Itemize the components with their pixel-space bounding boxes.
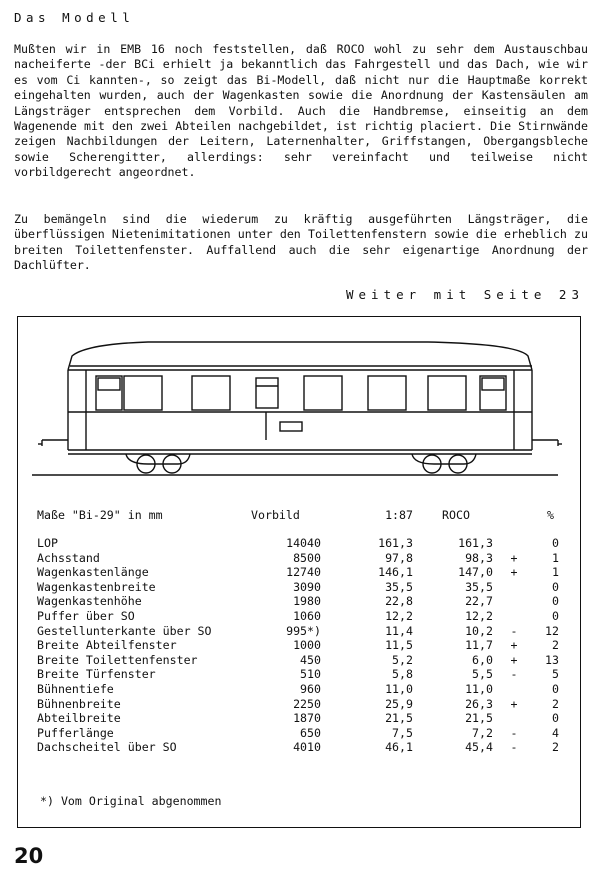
row-name: Dachscheitel über SO: [37, 740, 177, 755]
table-row: [37, 580, 565, 595]
row-scale: 22,8: [385, 594, 413, 609]
row-percent: 1: [552, 550, 559, 565]
row-model: 26,3: [465, 696, 493, 711]
row-model: 35,5: [465, 579, 493, 594]
row-model: 5,5: [472, 667, 493, 682]
row-name: Breite Toilettenfenster: [37, 652, 198, 667]
row-original: 1980: [293, 594, 321, 609]
row-sign: -: [510, 623, 518, 638]
row-percent: 5: [552, 667, 559, 682]
row-name: Gestellunterkante über SO: [37, 623, 212, 638]
row-name: Puffer über SO: [37, 608, 135, 623]
row-scale: 161,3: [378, 536, 413, 550]
table-row: [37, 624, 565, 639]
row-original: 1060: [293, 608, 321, 623]
row-original: 2250: [293, 696, 321, 711]
row-name: Wagenkastenhöhe: [37, 594, 142, 609]
row-name: Achsstand: [37, 550, 100, 565]
row-model: 12,2: [465, 608, 493, 623]
row-percent: 2: [552, 696, 559, 711]
table-row: [37, 653, 565, 668]
row-original: 510: [300, 667, 321, 682]
section-heading: Das Modell: [14, 10, 135, 25]
table-row: [37, 711, 565, 726]
row-scale: 11,4: [385, 623, 413, 638]
row-original: 650: [300, 725, 321, 740]
row-model: 11,0: [465, 681, 493, 696]
row-original: 1000: [293, 638, 321, 653]
row-percent: 0: [552, 536, 559, 550]
row-name: Wagenkastenlänge: [37, 565, 149, 580]
row-sign: +: [510, 565, 518, 580]
row-name: Wagenkastenbreite: [37, 579, 156, 594]
continuation-note: Weiter mit Seite 23: [346, 287, 584, 302]
row-percent: 0: [552, 579, 559, 594]
row-original: 1870: [293, 711, 321, 726]
row-model: 45,4: [465, 740, 493, 755]
row-name: Breite Türfenster: [37, 667, 156, 682]
row-name: Abteilbreite: [37, 711, 121, 726]
table-header: [37, 508, 565, 526]
row-original: 960: [300, 681, 321, 696]
table-row: [37, 726, 565, 741]
header-percent: %: [547, 508, 554, 522]
row-scale: 146,1: [378, 565, 413, 580]
table-row: [37, 697, 565, 712]
footnote: *) Vom Original abgenommen: [40, 794, 222, 808]
row-original: 14040: [286, 536, 321, 550]
row-percent: 12: [545, 623, 559, 638]
wagon-drawing: [28, 330, 562, 490]
header-original: Vorbild: [251, 508, 300, 522]
row-model: 147,0: [458, 565, 493, 580]
row-original: 8500: [293, 550, 321, 565]
header-scale: 1:87: [385, 508, 413, 522]
table-row: [37, 667, 565, 682]
table-row: [37, 536, 565, 551]
row-scale: 5,2: [392, 652, 413, 667]
table-row: [37, 594, 565, 609]
dimensions-table: [37, 508, 565, 755]
row-scale: 11,5: [385, 638, 413, 653]
row-model: 161,3: [458, 536, 493, 550]
table-row: [37, 609, 565, 624]
row-percent: 0: [552, 594, 559, 609]
row-original: 995*): [286, 623, 321, 638]
table-row: [37, 682, 565, 697]
table-row: [37, 638, 565, 653]
paragraph-1: Mußten wir in EMB 16 noch feststellen, daß ROCO wohl zu sehr dem Austauschbau nacheiferte -der BCi erhielt ja bekanntlich das Fahrgestell und das Dach, wie wir es vom Ci kannten-, so zeigt das Bi-Modell, daß nicht nur die Hauptmaße korrekt eingehalten wurden, auch der Wagenkasten sowie die Anordnung der Kastensäulen am Längsträger entsprechen dem Vorbild. Auch die Handbremse, einseitig an dem Wagenende mit den zwei Abteilen nachgebildet, ist richtig placiert. Die Stirnwände zeigen Nachbildungen der Leitern, Laternenhalter, Griffstangen, Obergangsbleche sowie Scherengitter, allerdings: sehr vereinfacht und teilweise nicht vorbildgerecht angeordnet.: [14, 42, 588, 180]
row-percent: 1: [552, 565, 559, 580]
row-model: 10,2: [465, 623, 493, 638]
header-name: Maße "Bi-29" in mm: [37, 508, 163, 522]
row-scale: 21,5: [385, 711, 413, 726]
row-percent: 13: [545, 652, 559, 667]
row-sign: -: [510, 667, 518, 682]
row-scale: 5,8: [392, 667, 413, 682]
row-original: 4010: [293, 740, 321, 755]
row-name: Bühnentiefe: [37, 681, 114, 696]
table-row: [37, 551, 565, 566]
row-sign: +: [510, 550, 518, 565]
row-name: Bühnenbreite: [37, 696, 121, 711]
row-scale: 12,2: [385, 608, 413, 623]
row-sign: +: [510, 652, 518, 667]
page-number: 20: [14, 844, 44, 868]
header-model: ROCO: [442, 508, 470, 522]
row-scale: 46,1: [385, 740, 413, 755]
row-percent: 2: [552, 740, 559, 755]
row-sign: +: [510, 638, 518, 653]
row-model: 11,7: [465, 638, 493, 653]
row-sign: +: [510, 696, 518, 711]
row-name: Breite Abteilfenster: [37, 638, 177, 653]
paragraph-2: Zu bemängeln sind die wiederum zu kräftig ausgeführten Längsträger, die überflüssigen Nietenimitationen unter den Toilettenfenstern sowie die erheblich zu breiten Toilettenfenster. Auffallend auch die sehr eigenartige Anordnung der Dachlüfter.: [14, 212, 588, 273]
row-sign: -: [510, 740, 518, 755]
row-percent: 0: [552, 608, 559, 623]
row-model: 98,3: [465, 550, 493, 565]
row-scale: 97,8: [385, 550, 413, 565]
table-row: [37, 740, 565, 755]
row-model: 6,0: [472, 652, 493, 667]
row-original: 3090: [293, 579, 321, 594]
row-model: 7,2: [472, 725, 493, 740]
row-name: LOP: [37, 536, 58, 550]
row-percent: 0: [552, 711, 559, 726]
row-model: 21,5: [465, 711, 493, 726]
row-scale: 35,5: [385, 579, 413, 594]
row-sign: -: [510, 725, 518, 740]
row-scale: 25,9: [385, 696, 413, 711]
row-percent: 4: [552, 725, 559, 740]
row-scale: 11,0: [385, 681, 413, 696]
row-model: 22,7: [465, 594, 493, 609]
table-row: [37, 565, 565, 580]
row-original: 450: [300, 652, 321, 667]
row-scale: 7,5: [392, 725, 413, 740]
row-name: Pufferlänge: [37, 725, 114, 740]
row-percent: 0: [552, 681, 559, 696]
row-percent: 2: [552, 638, 559, 653]
row-original: 12740: [286, 565, 321, 580]
